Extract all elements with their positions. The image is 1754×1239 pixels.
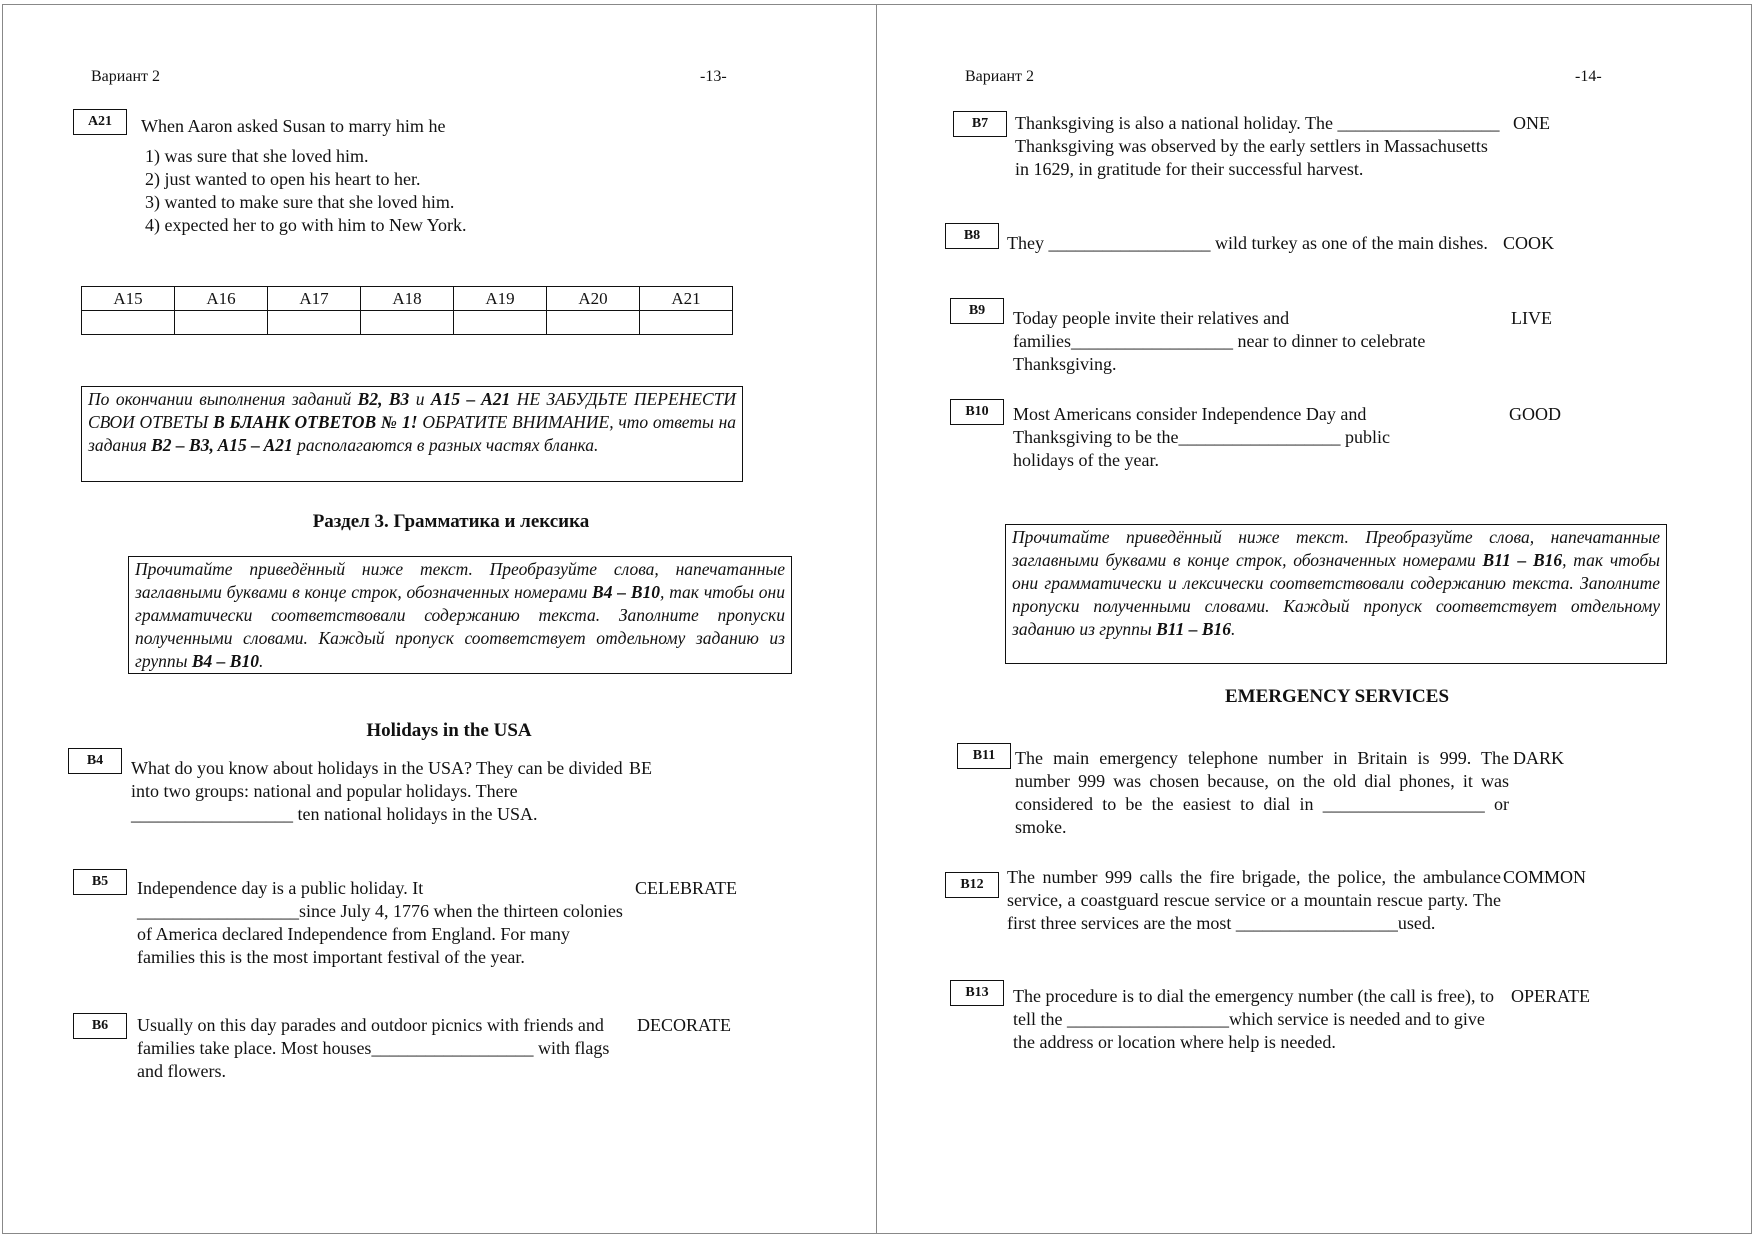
task-label-a21: A21 — [73, 109, 127, 135]
instruction-box — [128, 556, 792, 674]
page-number: -13- — [700, 68, 727, 85]
instruction-text: . — [1231, 619, 1236, 639]
answer-table-header: A17 — [268, 287, 361, 311]
b11-keyword: DARK — [1513, 748, 1565, 768]
task-label-b13: B13 — [950, 980, 1004, 1006]
answer-cell-a17[interactable] — [268, 311, 361, 335]
instruction-text: Прочитайте приведённый ниже текст. Преобразуйте слова, напечатанные заглавными буквами в конце строк, обозначенных номерами — [1012, 527, 1660, 570]
notice-text: ОБРАТИТЕ ВНИМАНИЕ, что ответы на задания — [88, 412, 737, 455]
task-label-b12: B12 — [945, 872, 999, 898]
b11-text: The main emergency telephone number in Britain is 999. The number 999 was chosen because, on the old dial phones, it was considered to be the easiest to dial in __________________ or smoke. — [1015, 748, 1509, 837]
answer-table-header: A16 — [175, 287, 268, 311]
page-14 — [876, 4, 1752, 1234]
instruction-text: Прочитайте приведённый ниже текст. Преобразуйте слова, напечатанные заглавными буквами в конце строк, обозначенных номерами — [135, 559, 785, 602]
answer-cell-a20[interactable] — [547, 311, 640, 335]
variant-header: Вариант 2 — [965, 68, 1034, 85]
answer-table-header: A21 — [640, 287, 733, 311]
task-label-b6: B6 — [73, 1013, 127, 1039]
instruction-text: . — [258, 651, 264, 671]
answer-table-input-row — [82, 311, 733, 335]
text-title: Holidays in the USA — [366, 720, 532, 741]
b9-text: Today people invite their relatives and families__________________ near to dinner to celebrate Thanksgiving. — [1013, 308, 1426, 374]
b10-text: Most Americans consider Independence Day and Thanksgiving to be the__________________ public holidays of the year. — [1013, 404, 1390, 470]
page-13 — [2, 4, 878, 1234]
transfer-notice — [81, 386, 743, 482]
a21-question: When Aaron asked Susan to marry him he — [141, 116, 446, 136]
notice-bold: B2 – B3, A15 – A21 — [151, 435, 293, 455]
b12-text: The number 999 calls the fire brigade, the police, the ambulance service, a coastguard rescue service or a mountain rescue party. The first three services are the most __________________used. — [1007, 867, 1501, 933]
instruction-text: , так чтобы они грамматически соответствовали содержанию текста. Заполните пропуски полученными словами. Каждый пропуск соответствует отдельному заданию из группы — [135, 582, 785, 671]
b13-text: The procedure is to dial the emergency number (the call is free), to tell the __________________which service is needed and to give the address or location where help is needed. — [1013, 986, 1494, 1052]
b5-text: Independence day is a public holiday. It __________________since July 4, 1776 when the thirteen colonies of America declared Independence from England. For many families this is the most important festival of the year. — [137, 878, 623, 967]
instruction-text: , так чтобы они грамматически и лексически соответствовали содержанию текста. Заполните пропуски полученными словами. Каждый пропуск соответствует отдельному заданию из группы — [1012, 550, 1660, 639]
b10-keyword: GOOD — [1509, 404, 1561, 424]
task-label-b11: B11 — [957, 743, 1011, 769]
task-label-b4: B4 — [68, 748, 122, 774]
b4-text: What do you know about holidays in the USA? They can be divided into two groups: national and popular holidays. There __________________ ten national holidays in the USA. — [131, 758, 623, 824]
task-label-b7: B7 — [953, 111, 1007, 137]
notice-text: НЕ ЗАБУДЬТЕ ПЕРЕНЕСТИ СВОИ ОТВЕТЫ — [88, 389, 737, 432]
page-number: -14- — [1575, 68, 1602, 85]
a21-option: 1) was sure that she loved him. — [145, 146, 369, 166]
notice-bold: В БЛАНК ОТВЕТОВ № 1! — [213, 412, 418, 432]
b4-keyword: BE — [629, 758, 653, 778]
answer-table-header: A20 — [547, 287, 640, 311]
b8-text: They __________________ wild turkey as one of the main dishes. — [1007, 233, 1488, 253]
instruction-bold: B4 – B10 — [592, 582, 661, 602]
instruction-bold: B11 – B16 — [1482, 550, 1563, 570]
notice-text: располагаются в разных частях бланка. — [292, 435, 599, 455]
b7-keyword: ONE — [1513, 113, 1550, 133]
task-label-b9: B9 — [950, 298, 1004, 324]
a21-option: 2) just wanted to open his heart to her. — [145, 169, 421, 189]
a21-option: 4) expected her to go with him to New York. — [145, 215, 467, 235]
instruction-box — [1005, 524, 1667, 664]
a21-options — [145, 145, 466, 237]
text-title: EMERGENCY SERVICES — [1224, 686, 1450, 707]
a21-option: 3) wanted to make sure that she loved him. — [145, 192, 455, 212]
b6-keyword: DECORATE — [637, 1015, 731, 1035]
b13-keyword: OPERATE — [1511, 986, 1591, 1006]
b7-text: Thanksgiving is also a national holiday. The __________________ Thanksgiving was observed by the early settlers in Massachusetts in 1629, in gratitude for their successful harvest. — [1015, 113, 1500, 179]
b12-keyword: COMMON — [1503, 867, 1587, 887]
b9-keyword: LIVE — [1511, 308, 1552, 328]
variant-header: Вариант 2 — [91, 68, 160, 85]
answer-table-header-row — [82, 287, 733, 311]
notice-bold: A15 – A21 — [430, 389, 511, 409]
task-label-b5: B5 — [73, 869, 127, 895]
notice-text: По окончании выполнения заданий — [88, 389, 358, 409]
answer-cell-a16[interactable] — [175, 311, 268, 335]
answer-cell-a18[interactable] — [361, 311, 454, 335]
answer-table-header: A19 — [454, 287, 547, 311]
answer-cell-a21[interactable] — [640, 311, 733, 335]
answer-cell-a19[interactable] — [454, 311, 547, 335]
notice-bold: B2, B3 — [357, 389, 410, 409]
b8-keyword: COOK — [1503, 233, 1555, 253]
instruction-bold: B4 – B10 — [191, 651, 259, 671]
instruction-bold: B11 – B16 — [1156, 619, 1232, 639]
b5-keyword: CELEBRATE — [635, 878, 737, 898]
b6-text: Usually on this day parades and outdoor picnics with friends and families take place. Most houses__________________ with flags and flowers. — [137, 1015, 610, 1081]
answer-cell-a15[interactable] — [82, 311, 175, 335]
answer-table-header: A18 — [361, 287, 454, 311]
answer-table — [81, 286, 733, 335]
answer-table-header: A15 — [82, 287, 175, 311]
section-title: Раздел 3. Грамматика и лексика — [312, 511, 590, 532]
task-label-b8: B8 — [945, 223, 999, 249]
task-label-b10: B10 — [950, 399, 1004, 425]
notice-text: и — [409, 389, 431, 409]
